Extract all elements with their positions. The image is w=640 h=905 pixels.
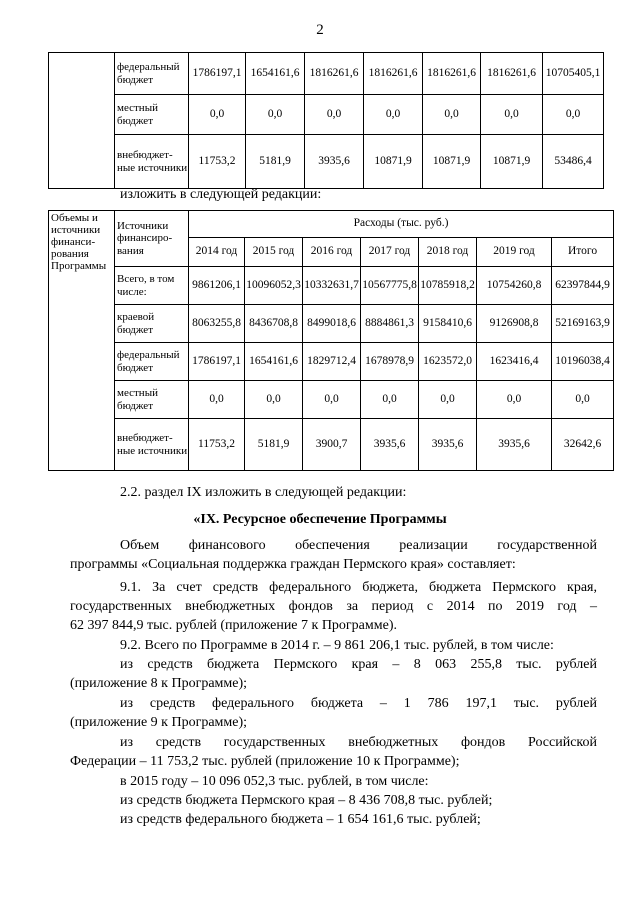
value-cell: 5181,9	[246, 135, 305, 189]
value-cell: 10871,9	[364, 135, 423, 189]
funding-table-old	[48, 52, 604, 189]
value-cell: 9861206,1	[189, 267, 245, 305]
table-row	[49, 305, 614, 343]
program-label-cell: Объемы и источники финанси-рования Программы	[49, 211, 115, 471]
value-cell: 1654161,6	[245, 343, 303, 381]
value-cell: 3935,6	[477, 419, 552, 471]
value-cell: 0,0	[189, 381, 245, 419]
paragraph-line: (приложение 8 к Программе);	[70, 676, 248, 691]
value-cell: 0,0	[361, 381, 419, 419]
paragraph-line: из средств бюджета Пермского края – 8 436 708,8 тыс. рублей;	[120, 793, 493, 808]
year-header: 2019 год	[477, 238, 552, 267]
value-cell: 10754260,8	[477, 267, 552, 305]
value-cell: 32642,6	[552, 419, 614, 471]
year-header: 2018 год	[419, 238, 477, 267]
funding-table-new	[48, 210, 614, 471]
value-cell: 0,0	[481, 95, 543, 135]
page-number: 2	[316, 22, 324, 38]
table-row	[49, 53, 604, 95]
value-cell: 11753,2	[189, 135, 246, 189]
value-cell: 8884861,3	[361, 305, 419, 343]
paragraph-line: в 2015 году – 10 096 052,3 тыс. рублей, в том числе:	[120, 774, 429, 789]
value-cell: 0,0	[246, 95, 305, 135]
value-cell: 1786197,1	[189, 53, 246, 95]
value-cell: 53486,4	[543, 135, 604, 189]
value-cell: 9126908,8	[477, 305, 552, 343]
value-cell: 1816261,6	[364, 53, 423, 95]
table-header-row	[49, 211, 614, 238]
value-cell: 10196038,4	[552, 343, 614, 381]
year-header: 2016 год	[303, 238, 361, 267]
value-cell: 0,0	[423, 95, 481, 135]
paragraph-line: 9.2. Всего по Программе в 2014 г. – 9 861 206,1 тыс. рублей, в том числе:	[120, 638, 554, 653]
value-cell: 3935,6	[419, 419, 477, 471]
value-cell: 8436708,8	[245, 305, 303, 343]
value-cell: 10705405,1	[543, 53, 604, 95]
paragraph-line: (приложение 9 к Программе);	[70, 715, 248, 730]
year-header: 2017 год	[361, 238, 419, 267]
table-row	[49, 343, 614, 381]
paragraph-line: из средств федерального бюджета – 1 786 197,1 тыс. рублей	[120, 696, 597, 711]
paragraph-line: государственных внебюджетных фондов за период с 2014 по 2019 год –	[70, 599, 597, 614]
source-cell: краевой бюджет	[115, 305, 189, 343]
total-header: Итого	[552, 238, 614, 267]
value-cell: 52169163,9	[552, 305, 614, 343]
value-cell: 0,0	[552, 381, 614, 419]
value-cell: 3935,6	[361, 419, 419, 471]
value-cell: 10785918,2	[419, 267, 477, 305]
table-row	[49, 95, 604, 135]
source-cell: местный бюджет	[115, 95, 189, 135]
value-cell: 1678978,9	[361, 343, 419, 381]
source-cell: Всего, в том числе:	[115, 267, 189, 305]
table-row	[49, 135, 604, 189]
value-cell: 0,0	[477, 381, 552, 419]
value-cell: 8499018,6	[303, 305, 361, 343]
value-cell: 0,0	[245, 381, 303, 419]
table-row	[49, 267, 614, 305]
value-cell: 10567775,8	[361, 267, 419, 305]
year-header: 2014 год	[189, 238, 245, 267]
value-cell: 5181,9	[245, 419, 303, 471]
source-cell: федеральный бюджет	[115, 53, 189, 95]
value-cell: 3935,6	[305, 135, 364, 189]
value-cell: 3900,7	[303, 419, 361, 471]
value-cell: 1829712,4	[303, 343, 361, 381]
paragraph-line: Федерации – 11 753,2 тыс. рублей (приложение 10 к Программе);	[70, 754, 460, 769]
source-cell: внебюджет-ные источники	[115, 135, 189, 189]
expenses-header: Расходы (тыс. руб.)	[189, 211, 614, 238]
value-cell: 1816261,6	[481, 53, 543, 95]
value-cell: 1786197,1	[189, 343, 245, 381]
value-cell: 1623572,0	[419, 343, 477, 381]
paragraph-line: из средств федерального бюджета – 1 654 161,6 тыс. рублей;	[120, 812, 481, 827]
source-cell: местный бюджет	[115, 381, 189, 419]
paragraph-line: 9.1. За счет средств федерального бюджета, бюджета Пермского края,	[120, 580, 597, 595]
value-cell: 62397844,9	[552, 267, 614, 305]
value-cell: 10096052,3	[245, 267, 303, 305]
value-cell: 1623416,4	[477, 343, 552, 381]
source-cell: внебюджет-ные источники	[115, 419, 189, 471]
value-cell: 1816261,6	[305, 53, 364, 95]
paragraph-line: Объем финансового обеспечения реализации государственной	[120, 538, 597, 553]
value-cell: 10332631,7	[303, 267, 361, 305]
section-line: 2.2. раздел IX изложить в следующей редакции:	[120, 485, 407, 500]
empty-label-cell	[49, 53, 115, 189]
section-heading: «IX. Ресурсное обеспечение Программы	[193, 512, 447, 527]
value-cell: 0,0	[419, 381, 477, 419]
value-cell: 0,0	[305, 95, 364, 135]
value-cell: 0,0	[189, 95, 246, 135]
year-header: 2015 год	[245, 238, 303, 267]
value-cell: 10871,9	[481, 135, 543, 189]
table-row	[49, 381, 614, 419]
intro-text: изложить в следующей редакции:	[120, 187, 322, 202]
value-cell: 0,0	[543, 95, 604, 135]
source-cell: федеральный бюджет	[115, 343, 189, 381]
value-cell: 0,0	[303, 381, 361, 419]
paragraph-line: из средств государственных внебюджетных фондов Российской	[120, 735, 597, 750]
value-cell: 1816261,6	[423, 53, 481, 95]
value-cell: 10871,9	[423, 135, 481, 189]
value-cell: 9158410,6	[419, 305, 477, 343]
sources-header: Источники финансиро-вания	[115, 211, 189, 267]
paragraph-line: программы «Социальная поддержка граждан Пермского края» составляет:	[70, 557, 516, 572]
value-cell: 8063255,8	[189, 305, 245, 343]
paragraph-line: из средств бюджета Пермского края – 8 063 255,8 тыс. рублей	[120, 657, 597, 672]
paragraph-line: 62 397 844,9 тыс. рублей (приложение 7 к Программе).	[70, 618, 397, 633]
value-cell: 1654161,6	[246, 53, 305, 95]
value-cell: 0,0	[364, 95, 423, 135]
value-cell: 11753,2	[189, 419, 245, 471]
table-row	[49, 419, 614, 471]
